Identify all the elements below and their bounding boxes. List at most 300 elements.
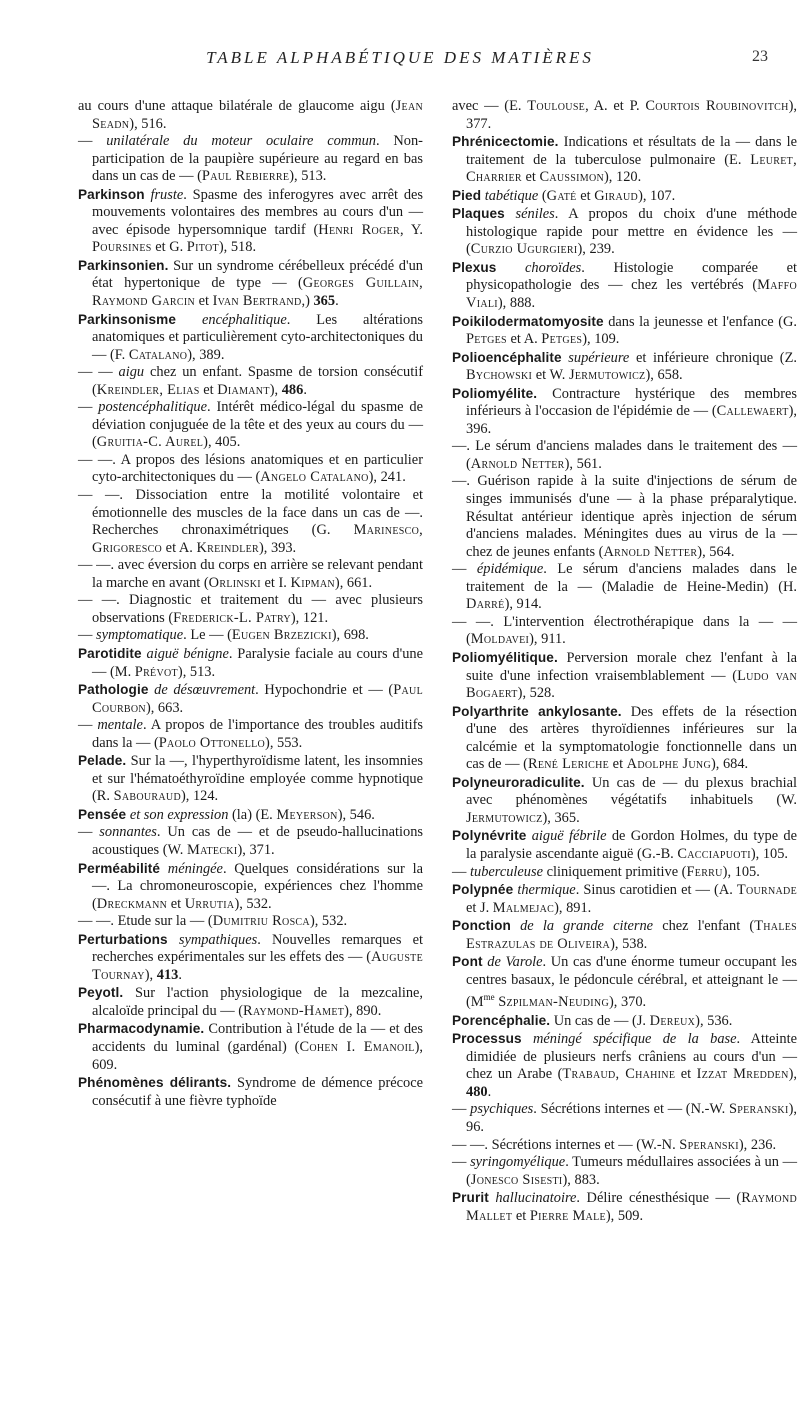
entry-headword: Poliomyélitique. [452,649,558,665]
index-entry [78,627,423,645]
entry-text: Tournade [736,882,797,899]
entry-headword: Phrénicectomie. [452,134,559,150]
entry-headword: Plaques [452,206,505,222]
index-entry [78,399,423,452]
entry-text: Adolphe Jung [626,756,711,773]
entry-text: , Y. [399,221,423,238]
entry-headword: Parkinsonisme [78,311,177,327]
entry-text: — —. avec éversion du corps en arrière se relevant pendant la marche en avant ( [78,557,423,591]
entry-text: , A. et P. [585,98,646,114]
entry-headword: Pied [452,187,482,203]
index-entry [452,561,797,614]
entry-headword: Parotidite [78,645,142,661]
entry-text: Indications et résultats de la — dans le traitement de la tuberculose pulmonaire (E. [466,134,797,168]
entry-text: Un cas de — du plexus brachial avec phénomènes végétatifs inhabituels (W. [466,774,797,809]
entry-text: Auguste Tournay [92,949,423,983]
entry-text: ( [538,187,547,204]
index-entry [452,614,797,649]
entry-text: ), 518. [218,239,257,256]
entry-text: ), 509. [605,1207,644,1224]
entry-text: Izzat Mredden [696,1066,789,1083]
entry-text: . Paralysie faciale au cours d'une — (M. [92,645,423,680]
entry-text: ), [144,966,157,983]
entry-text: Curzio Ugurgieri [470,241,578,258]
entry-text: Kipman [290,574,335,591]
index-entry [78,487,423,557]
entry-headword: Parkinson [78,186,145,202]
entry-text: et [199,381,218,398]
entry-text: fruste [150,186,184,203]
entry-text: — —. Diagnostic et traitement du — avec plusieurs observations ( [78,592,423,626]
entry-text: ), 663. [145,699,184,716]
entry-text: Raymond-Hamet [243,1002,345,1019]
index-entry [452,827,797,863]
entry-text: Pierre Male [529,1207,606,1224]
entry-headword: Polypnée [452,882,514,898]
entry-text: Callewaert [716,403,789,420]
index-entry [78,717,423,752]
entry-text: Marinesco, Grigoresco [92,522,423,556]
index-entry [78,860,423,914]
entry-text: Frederick-L. Patry [173,609,291,626]
entry-text: ), 528. [517,685,555,702]
entry-headword: Polioencéphalite [452,349,562,365]
entry-text: ), 513. [177,663,216,680]
entry-text: ), 513. [289,168,327,185]
entry-text: sympathiques [178,931,258,948]
entry-text: de Gordon Holmes, du type de la paralysie ascendante aiguë (G.-B. [466,828,798,862]
entry-text: Matecki [187,841,238,858]
entry-text: Gaté [546,187,577,204]
entry-text: et [675,1066,697,1083]
entry-text [176,312,202,328]
entry-text: tabétique [484,187,539,204]
entry-text: Ferru [686,863,723,880]
index-entry [78,752,423,806]
index-entry [452,703,797,774]
entry-text: . Intérêt médico-légal du spasme de déviation conjuguée de la tête et des yeux au cours du — ( [92,399,423,451]
entry-text: Maffo Viali [466,277,797,312]
entry-text: ,) [301,293,314,310]
index-column-right [452,98,797,1225]
entry-text: ), 389. [187,346,225,363]
entry-text: Cacciapuoti [677,845,751,862]
index-entry [452,953,797,1011]
entry-text: Pitot [186,239,219,256]
entry-text: Georges Guillain, Raymond Garcin [92,275,424,310]
index-entry [452,349,797,385]
entry-text: cliniquement primitive ( [543,863,687,880]
entry-text: . Le — ( [183,627,232,644]
entry-text: Paolo Ottonello [158,734,266,751]
entry-text: hallucinatoire [495,1190,577,1207]
entry-text: — —. L'intervention électrothérapique dans la — — ( [452,613,797,648]
index-entry [78,645,423,681]
entry-text: — —. Etude sur la — ( [78,913,213,930]
entry-text: Jean Seadn [92,98,423,132]
entry-text: de Varole [487,954,543,971]
index-entry [78,98,423,133]
entry-text: Syndrome de démence précoce consécutif à une fièvre typhoïde [92,1075,423,1109]
running-title: TABLE ALPHABÉTIQUE DES MATIÈRES [206,48,594,67]
entry-text: . [303,381,307,398]
entry-text: me [483,992,495,1003]
entry-text: encéphalitique [202,311,287,328]
entry-text: Sabouraud [113,788,181,805]
entry-text: ), 546. [337,806,375,823]
entry-text: Jermutowicz [466,809,543,826]
entry-text: ), 371. [237,841,275,858]
entry-text: Cohen I. Emanoil [299,1038,415,1055]
entry-text: ), 532. [309,913,348,930]
index-entry [452,133,797,187]
entry-text: Speranski [728,1101,789,1118]
entry-text: Ludo van Bogaert [466,667,797,702]
entry-text: Des effets de la résection d'une des artères thyroïdiennes inférieures sur la calcémie et la symptomatologie fonctionnelle dans un cas de — ( [466,703,798,773]
entry-headword: Polyneuroradiculite. [452,774,585,790]
entry-text: ), 120. [604,169,642,186]
entry-text: ), [269,381,282,398]
entry-text: Dumitriu Rosca [212,913,310,930]
entry-text: Diamant [217,381,270,398]
entry-headword: Pelade. [78,753,127,769]
entry-text: — —. Sécrétions internes et — (W.-N. [452,1136,680,1153]
entry-text: et W. [532,367,569,384]
entry-text: ), [788,1066,798,1083]
entry-text: et [609,756,627,773]
entry-text: ), 377. [466,98,797,132]
entry-text: ), 564. [697,543,735,560]
page-number: 23 [752,48,768,65]
entry-text: supérieure [568,349,630,366]
entry-headword: Plexus [452,259,497,275]
page-header [0,48,800,78]
entry-text: de désœuvrement [154,682,256,699]
entry-headword: Pathologie [78,682,149,698]
entry-text: ), 393. [258,539,297,556]
entry-headword: Processus [452,1031,522,1047]
entry-headword: Porencéphalie. [452,1012,551,1028]
entry-text: Sur l'action physiologique de la mezcaline, alcaloïde principal du — ( [92,985,423,1019]
entry-text: 486 [281,381,304,398]
entry-text: aigu [118,364,145,381]
entry-text: ), 241. [368,469,406,486]
entry-text: — [452,1154,471,1171]
entry-text: ), 553. [265,734,303,751]
index-entry [452,864,797,882]
entry-text: Orlinski [208,574,261,591]
entry-text: au cours d'une attaque bilatérale de glaucome aigu ( [78,98,396,114]
index-entry [452,438,797,473]
index-entry [452,774,797,828]
index-entry [452,917,797,953]
entry-text: méningé spécifique de la base [533,1031,737,1048]
entry-text: Arnold Netter [470,455,565,472]
entry-text: . Nouvelles remarques et recherches expérimentales sur les effets des — ( [92,931,423,966]
entry-text: ), 538. [610,935,648,952]
entry-text: . Tumeurs médullaires associées à un — ( [466,1154,797,1188]
entry-text: Henri Roger [318,221,400,238]
index-entry [78,311,423,365]
entry-text: ), 405. [203,434,241,451]
index-entry [78,133,423,186]
entry-text: ), 105. [750,845,789,862]
entry-text: . Histologie comparée et physicopathologie des — chez les vertébrés ( [466,259,797,294]
entry-text: ), 121. [290,609,329,626]
entry-text: et [576,187,595,204]
entry-text: . Un cas de — et de pseudo-hallucinations acoustiques (W. [92,824,423,858]
entry-text: Thales Estrazulas de Oliveira [466,918,797,952]
entry-text: ), 124. [180,788,219,805]
index-entry [452,1189,797,1225]
entry-text [496,260,525,276]
entry-text: — —. A propos des lésions anatomiques et en particulier cyto-architectoniques du — ( [78,451,423,486]
entry-text [160,861,168,877]
entry-text: Dereux [649,1012,696,1029]
entry-text: Sur un syndrome cérébelleux précédé d'un état hypertonique de type — ( [92,257,423,292]
entry-text: Raymond Mallet [466,1190,797,1224]
entry-text: unilatérale du moteur oculaire commun [106,133,376,150]
entry-text: Ivan Bertrand [212,293,302,310]
entry-text: 480 [466,1083,488,1100]
entry-text: Speranski [679,1136,739,1153]
entry-text: . Délire cénesthésique — ( [576,1190,742,1207]
index-entry [452,1154,797,1189]
entry-text: ), 561. [564,455,602,472]
entry-text: Gruitia-C. Aurel [96,434,204,451]
entry-headword: Pensée [78,806,127,822]
entry-text: ), 109. [582,331,620,348]
entry-headword: Peyotl. [78,985,124,1001]
entry-text: — [452,863,470,880]
entry-text: thermique [517,882,576,899]
entry-headword: Polynévrite [452,828,527,844]
entry-text: de la grande citerne [520,918,654,935]
entry-text: — [78,627,96,644]
entry-text: ), 890. [344,1002,382,1019]
entry-text: . Non-participation de la paupière supérieure au regard en bas dans un cas de — ( [92,133,423,185]
entry-text: ), 365. [542,809,580,826]
entry-headword: Perméabilité [78,860,161,876]
index-entry [452,313,797,349]
entry-headword: Pharmacodynamie. [78,1021,205,1037]
entry-text: Eugen Brzezicki [231,627,332,644]
index-column-left [78,98,423,1110]
entry-text: . Hypochondrie et — ( [255,682,394,699]
entry-text: ), 239. [577,241,615,258]
index-entry [452,1030,797,1101]
entry-text: ), 684. [710,756,749,773]
entry-text: Contracture hystérique des membres inférieurs à l'occasion de l'épidémie de — ( [466,385,797,420]
index-entry [78,1074,423,1110]
index-entry [452,205,797,259]
entry-text: Meyerson [276,806,338,823]
entry-text: Dreckmann [96,895,168,912]
entry-text: . Sinus carotidien et — (A. [575,882,737,899]
entry-text: Poursines [92,239,152,256]
index-entry [452,98,797,133]
entry-text: . [487,1083,492,1100]
index-entry [78,452,423,487]
entry-text [511,918,520,934]
entry-text: ), 891. [554,899,592,916]
entry-text: ), 883. [562,1171,600,1188]
index-entry [452,1137,797,1155]
entry-text: —. Guérison rapide à la suite d'injections de sérum de singes immunisés d'une — à la phase préparalytique. Résultat antérieur identique après injection de sérum d'anciens malades. Méningites dues au virus de la — chez de jeunes enfants ( [452,473,797,560]
entry-text: ), 698. [331,627,369,644]
entry-text: Szpilman-Neuding [498,994,609,1011]
entry-text: et G. [151,239,187,256]
entry-text: Petges [466,331,507,348]
index-entry [78,984,423,1020]
entry-text: Catalano [128,346,188,363]
entry-text: chez l'enfant ( [653,918,755,935]
entry-text [505,206,516,222]
entry-text: Bychowski [466,367,533,384]
entry-text: — [78,133,107,150]
entry-text: ), 236. [738,1136,777,1153]
index-entry [452,881,797,917]
entry-text: . Sécrétions internes et — (N.-W. [533,1101,729,1118]
entry-text: — [452,561,477,578]
entry-headword: Prurit [452,1190,489,1206]
entry-text: — [78,399,99,416]
entry-text: et inférieure chronique (Z. [629,349,797,366]
entry-headword: Parkinsonien. [78,257,169,273]
entry-headword: Ponction [452,918,511,934]
index-entry [452,473,797,561]
entry-text: ), 396. [466,403,797,437]
entry-text: . Un cas d'une énorme tumeur occupant les centres basaux, le pédoncule cérébral, et atteignant le — (M [466,954,797,1011]
entry-text: Darré [466,596,505,613]
entry-text: Paul Rebierre [201,168,290,185]
entry-text: — [452,1101,471,1118]
entry-text: Paul Courbon [92,682,423,716]
index-entry [78,824,423,859]
entry-text: méningée [167,860,223,877]
entry-text: (la) (E. [228,806,277,823]
entry-text: Trabaud, Chahine [562,1066,676,1083]
entry-headword: Pont [452,954,483,970]
entry-text: Giraud [594,187,639,204]
entry-text: postencéphalitique [98,399,207,416]
index-entry [78,557,423,592]
entry-text: syringomyélique [470,1154,566,1171]
entry-text: ), 516. [129,115,167,132]
entry-text: et A. [162,539,197,556]
entry-text: — [78,717,98,734]
index-entry [78,681,423,717]
entry-text: Contribution à l'étude de la — et des accidents du luminal (gardénal) ( [92,1021,423,1055]
entry-text: Petges [541,331,583,348]
entry-text: Toulouse [527,98,586,114]
entry-text: ), 914. [504,596,542,613]
entry-text: . Les altérations anatomiques et particulièrement cyto-architectoniques du — (F. [92,311,423,363]
entry-text: . Le sérum d'anciens malades dans le traitement de la — (Maladie de Heine-Medin) (H. [466,561,797,595]
entry-text: mentale [97,717,143,734]
entry-text: — —. Dissociation entre la motilité volontaire et émotionnelle des muscles de la face dans un cas de —. Recherches chronaximétriques (G. [78,487,423,539]
entry-text: aiguë fébrile [531,828,607,845]
entry-text: et [521,169,540,186]
index-entry [78,364,423,399]
entry-text: Perversion morale chez l'enfant à la suite d'une infection vraisemblablement — ( [466,649,797,684]
entry-text: ), 888. [497,295,536,312]
entry-text: . Spasme des inferogyres avec arrêt des mouvements volontaires des membres au cours d'un — avec épisode hypersomnique tardif ( [92,186,424,238]
entry-text [522,1031,533,1047]
entry-text: aiguë bénigne [146,645,229,662]
entry-text: — [78,824,100,841]
entry-text: ), 658. [645,367,683,384]
entry-text: et [194,293,213,310]
index-entry [452,259,797,313]
entry-text: ), 609. [92,1038,424,1073]
entry-text: . A propos de l'importance des troubles auditifs dans la — ( [92,717,423,751]
entry-text: Leuret, Charrier [466,151,797,186]
entry-headword: Phénomènes délirants. [78,1075,232,1091]
index-entry [78,186,423,257]
entry-headword: Polyarthrite ankylosante. [452,703,622,719]
index-entry [78,257,423,311]
index-entry [452,649,797,703]
entry-text: Arnold Netter [603,543,698,560]
entry-text: ), 661. [334,574,373,591]
entry-text: ), 107. [638,187,676,204]
entry-text: avec — (E. [452,98,528,114]
index-entry [78,592,423,627]
entry-text: ), 536. [695,1012,733,1029]
entry-text: et A. [506,331,542,348]
entry-text: psychiques [470,1101,534,1118]
entry-headword: Poliomyélite. [452,385,538,401]
entry-text: ), 532. [234,895,272,912]
entry-text: 365 [313,293,336,310]
entry-headword: Perturbations [78,931,168,947]
entry-text: et [512,1207,530,1224]
entry-text: séniles [515,206,555,223]
index-entry [452,1012,797,1031]
entry-text: et son expression [129,806,229,823]
entry-text: Courtois Roubinovitch [645,98,789,114]
entry-text: ), 105. [722,863,760,880]
entry-text: ), 370. [608,994,647,1011]
entry-text: Jermutowicz [568,367,646,384]
index-entry [452,1101,797,1136]
entry-text: Kreindler, Elias [96,381,200,398]
entry-text: Kreindler [196,539,259,556]
entry-text: Un cas de — (J. [550,1012,650,1029]
entry-text: . Atteinte dimidiée de plusieurs nerfs crâniens au cours d'un — chez un Arabe ( [466,1031,797,1083]
index-entry [452,385,797,439]
entry-text: Prévot [134,663,178,680]
entry-text: épidémique [476,561,544,578]
entry-text: . A propos du choix d'une méthode histologique rapide pour mettre en évidence les — ( [466,206,797,258]
entry-text: chez un enfant. Spasme de torsion consécutif ( [92,364,423,398]
entry-text: et J. [466,899,493,916]
entry-text: tuberculeuse [470,863,543,880]
entry-text: 413 [156,966,179,983]
entry-text: —. Le sérum d'anciens malades dans le traitement des — ( [452,438,797,472]
entry-text: symptomatique [96,627,184,644]
entry-text: sonnantes [99,824,157,841]
entry-text: et [167,895,185,912]
entry-text: Jonesco Sisesti [470,1171,563,1188]
entry-text: . [178,966,182,983]
entry-text: Urrutia [184,895,235,912]
entry-text: Sur la —, l'hyperthyroïdisme latent, les insomnies et sur l'hématoéthyroïdine employée comme hypnotique (R. [92,753,423,805]
entry-text: René Leriche [527,756,610,773]
index-entry [78,806,423,825]
entry-text: Moldavei [470,631,530,648]
